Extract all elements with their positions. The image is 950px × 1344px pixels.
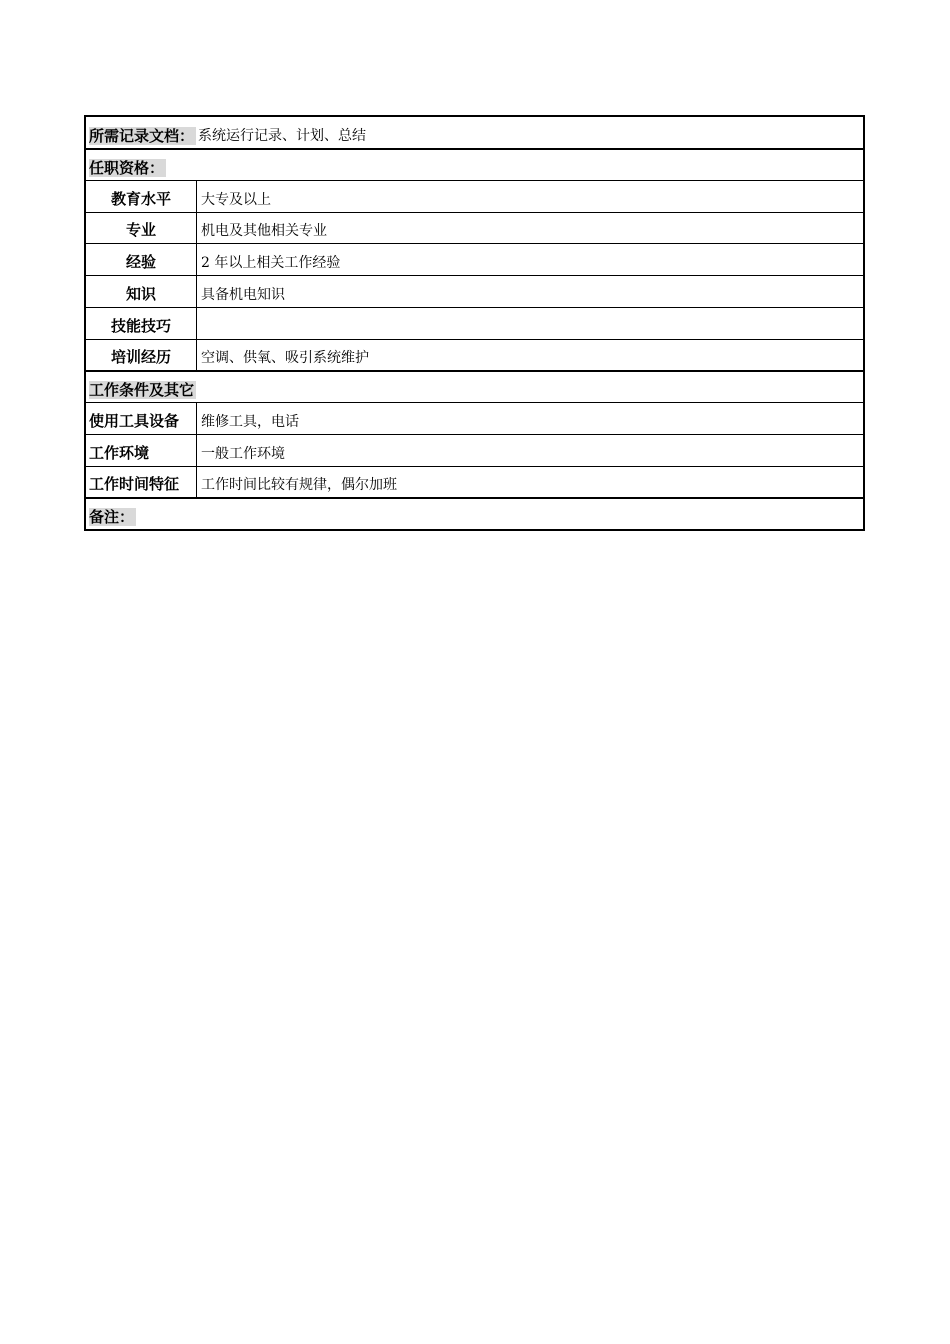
table-row [86,466,863,498]
environment-value: 一般工作环境 [201,445,285,462]
skills-value [197,308,863,339]
skills-label: 技能技巧 [86,308,197,339]
table-row [86,180,863,212]
tools-label: 使用工具设备 [86,403,197,434]
training-value: 空调、供氧、吸引系统维护 [201,350,369,367]
table-row [86,307,863,339]
experience-label: 经验 [86,244,197,275]
work-hours-label: 工作时间特征 [86,467,197,498]
work-hours-value: 工作时间比较有规律，偶尔加班 [201,477,397,494]
table-row [86,402,863,434]
notes-row [86,497,863,529]
job-description-table [84,115,865,531]
education-value: 大专及以上 [201,191,271,208]
experience-value: 2 年以上相关工作经验 [201,255,341,271]
table-row [86,275,863,307]
knowledge-value: 具备机电知识 [201,286,285,303]
tools-value: 维修工具，电话 [201,413,299,430]
major-label: 专业 [86,213,197,244]
conditions-header: 工作条件及其它 [89,381,195,399]
education-label: 教育水平 [86,181,197,212]
major-value: 机电及其他相关专业 [201,223,327,240]
notes-label: 备注： [89,508,135,526]
qualifications-header: 任职资格： [89,158,165,177]
table-row [86,434,863,466]
records-label: 所需记录文档： [89,127,195,145]
conditions-header-row [86,370,863,402]
environment-label: 工作环境 [86,435,197,466]
table-row [86,339,863,371]
training-label: 培训经历 [86,340,197,371]
records-row [86,117,863,148]
records-value: 系统运行记录、计划、总结 [198,128,367,144]
knowledge-label: 知识 [86,276,197,307]
qualifications-header-row [86,148,863,180]
table-row [86,212,863,244]
table-row [86,243,863,275]
